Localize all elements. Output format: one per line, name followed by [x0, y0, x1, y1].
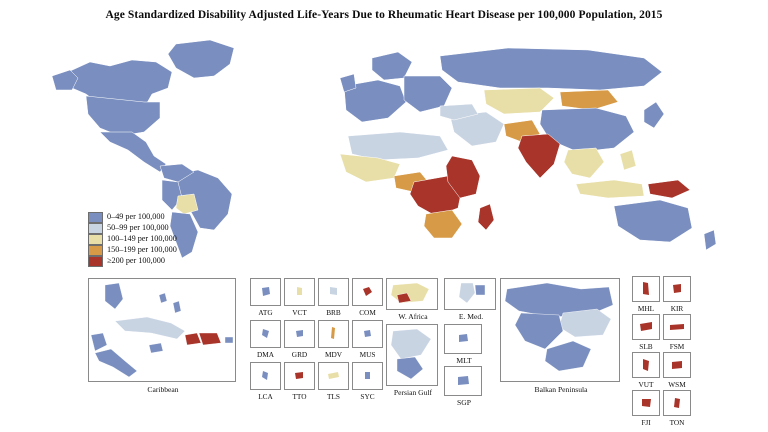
legend-label-50-99: 50–99 per 100,000 — [107, 223, 169, 233]
legend-swatch-200plus — [88, 256, 103, 267]
island-label-slb: SLB — [639, 342, 653, 351]
region-pg-main — [391, 329, 431, 359]
region-greenland — [168, 40, 234, 78]
region-southern-africa — [424, 210, 462, 238]
island-cell-tls — [318, 362, 349, 401]
inset-west-africa — [386, 278, 438, 321]
island-shape-com — [353, 279, 382, 305]
island-cell-vut — [632, 352, 660, 389]
island-cell-syc — [352, 362, 383, 401]
island-label-dma: DMA — [256, 350, 275, 359]
island-label-com: COM — [359, 308, 376, 317]
inset-east-med — [444, 278, 496, 321]
region-cuba — [115, 317, 185, 339]
legend-item — [88, 245, 177, 256]
inset-balkan — [500, 278, 620, 394]
inset-caption-east-med: E. Med. — [458, 312, 484, 321]
pacific-codes-row-3 — [632, 352, 691, 389]
pacific-codes-row-1 — [632, 276, 691, 313]
island-shape-sgp — [445, 367, 481, 395]
island-label-syc: SYC — [360, 392, 375, 401]
region-jamaica — [149, 343, 163, 353]
island-shape-grd — [285, 321, 314, 347]
region-pg-second — [397, 357, 423, 379]
region-puerto-rico — [225, 337, 233, 343]
region-yucatan — [91, 333, 107, 351]
island-shape-wsm — [664, 353, 690, 377]
region-balkan-south — [545, 341, 591, 371]
island-cell-com — [352, 278, 383, 317]
island-cell-brb — [318, 278, 349, 317]
region-japan — [644, 102, 664, 128]
region-india — [518, 134, 560, 178]
inset-caption-balkan: Balkan Peninsula — [534, 385, 588, 394]
island-label-tto: TTO — [292, 392, 307, 401]
legend-label-150-199: 150–199 per 100,000 — [107, 245, 177, 255]
region-usa — [86, 96, 160, 136]
region-philippines — [620, 150, 636, 170]
island-shape-fji — [633, 391, 659, 415]
inset-caption-persian-gulf: Persian Gulf — [393, 388, 433, 397]
island-shape-mlt — [445, 325, 481, 353]
page-title: Age Standardized Disability Adjusted Life-Years Due to Rheumatic Heart Disease per 100,000 Population, 2015 — [105, 9, 663, 21]
island-codes-row-2 — [250, 320, 383, 359]
island-shape-slb — [633, 315, 659, 339]
island-shape-mdv — [319, 321, 348, 347]
island-label-mlt: MLT — [456, 356, 472, 365]
island-cell-vct — [284, 278, 315, 317]
island-shape-syc — [353, 363, 382, 389]
island-label-vut: VUT — [638, 380, 654, 389]
region-florida — [105, 283, 123, 309]
region-mexico — [100, 132, 166, 172]
island-cell-fji — [632, 390, 660, 427]
island-label-sgp: SGP — [457, 398, 471, 407]
region-mongolia — [560, 90, 618, 110]
inset-west-africa-svg — [387, 279, 437, 309]
region-em-main — [459, 283, 475, 303]
island-shape-kir — [664, 277, 690, 301]
island-cell-tto — [284, 362, 315, 401]
legend-item — [88, 234, 177, 245]
island-label-wsm: WSM — [668, 380, 686, 389]
map-legend — [88, 212, 177, 267]
island-cell-grd — [284, 320, 315, 359]
region-balkan-east — [559, 309, 611, 337]
island-codes-row-1 — [250, 278, 383, 317]
island-shape-tto — [285, 363, 314, 389]
region-bahamas-2 — [173, 301, 181, 313]
island-shape-brb — [319, 279, 348, 305]
legend-swatch-0-49 — [88, 212, 103, 223]
legend-label-100-149: 100–149 per 100,000 — [107, 234, 177, 244]
island-label-mhl: MHL — [637, 304, 655, 313]
region-em-second — [475, 285, 485, 295]
inset-caption-west-africa: W. Africa — [398, 312, 428, 321]
island-cell-atg — [250, 278, 281, 317]
inset-mlt — [444, 324, 482, 365]
island-shape-atg — [251, 279, 280, 305]
island-cell-mdv — [318, 320, 349, 359]
island-label-ton: TON — [669, 418, 685, 427]
island-shape-dma — [251, 321, 280, 347]
island-cell-mus — [352, 320, 383, 359]
region-australia — [614, 200, 692, 242]
island-codes-row-3 — [250, 362, 383, 401]
legend-item — [88, 212, 177, 223]
island-shape-mhl — [633, 277, 659, 301]
island-cell-wsm — [663, 352, 691, 389]
region-russia — [440, 48, 662, 90]
region-balkan-west — [515, 313, 563, 349]
island-label-brb: BRB — [326, 308, 341, 317]
pacific-codes-row-2 — [632, 314, 691, 351]
island-cell-slb — [632, 314, 660, 351]
region-indonesia — [576, 180, 644, 198]
legend-label-0-49: 0–49 per 100,000 — [107, 212, 165, 222]
inset-caption-caribbean: Caribbean — [147, 385, 179, 394]
region-haiti — [185, 333, 201, 345]
island-cell-fsm — [663, 314, 691, 351]
inset-persian-gulf-svg — [387, 325, 437, 385]
island-label-mus: MUS — [359, 350, 376, 359]
inset-balkan-svg — [501, 279, 619, 381]
island-label-kir: KIR — [670, 304, 684, 313]
region-new-zealand — [704, 230, 716, 250]
island-shape-ton — [664, 391, 690, 415]
region-bolivia — [176, 194, 198, 214]
inset-east-med-svg — [445, 279, 495, 309]
island-shape-fsm — [664, 315, 690, 339]
island-cell-ton — [663, 390, 691, 427]
island-shape-mus — [353, 321, 382, 347]
inset-caribbean-svg — [89, 279, 235, 381]
legend-item — [88, 256, 177, 267]
inset-sgp — [444, 366, 482, 407]
island-cell-kir — [663, 276, 691, 313]
inset-panels — [88, 276, 688, 427]
inset-persian-gulf — [386, 324, 438, 397]
island-label-tls: TLS — [327, 392, 340, 401]
legend-swatch-150-199 — [88, 245, 103, 256]
island-shape-vut — [633, 353, 659, 377]
island-shape-vct — [285, 279, 314, 305]
region-north-africa — [348, 132, 448, 160]
inset-caribbean — [88, 278, 236, 394]
region-papua-new-guinea — [648, 180, 690, 198]
island-shape-tls — [319, 363, 348, 389]
island-label-fji: FJI — [641, 418, 651, 427]
region-central-america — [95, 349, 137, 377]
island-shape-lca — [251, 363, 280, 389]
island-label-fsm: FSM — [669, 342, 685, 351]
island-cell-dma — [250, 320, 281, 359]
island-label-vct: VCT — [292, 308, 307, 317]
legend-label-200plus: ≥200 per 100,000 — [107, 256, 165, 266]
legend-swatch-100-149 — [88, 234, 103, 245]
region-madagascar — [478, 204, 494, 230]
island-cell-mhl — [632, 276, 660, 313]
island-cell-lca — [250, 362, 281, 401]
region-dominican-republic — [199, 333, 221, 345]
island-label-mdv: MDV — [324, 350, 343, 359]
pacific-codes-row-4 — [632, 390, 691, 427]
island-label-grd: GRD — [291, 350, 308, 359]
island-label-lca: LCA — [258, 392, 273, 401]
legend-item — [88, 223, 177, 234]
region-southeast-asia — [564, 148, 604, 178]
legend-swatch-50-99 — [88, 223, 103, 234]
region-bahamas — [159, 293, 167, 303]
island-label-atg: ATG — [258, 308, 273, 317]
